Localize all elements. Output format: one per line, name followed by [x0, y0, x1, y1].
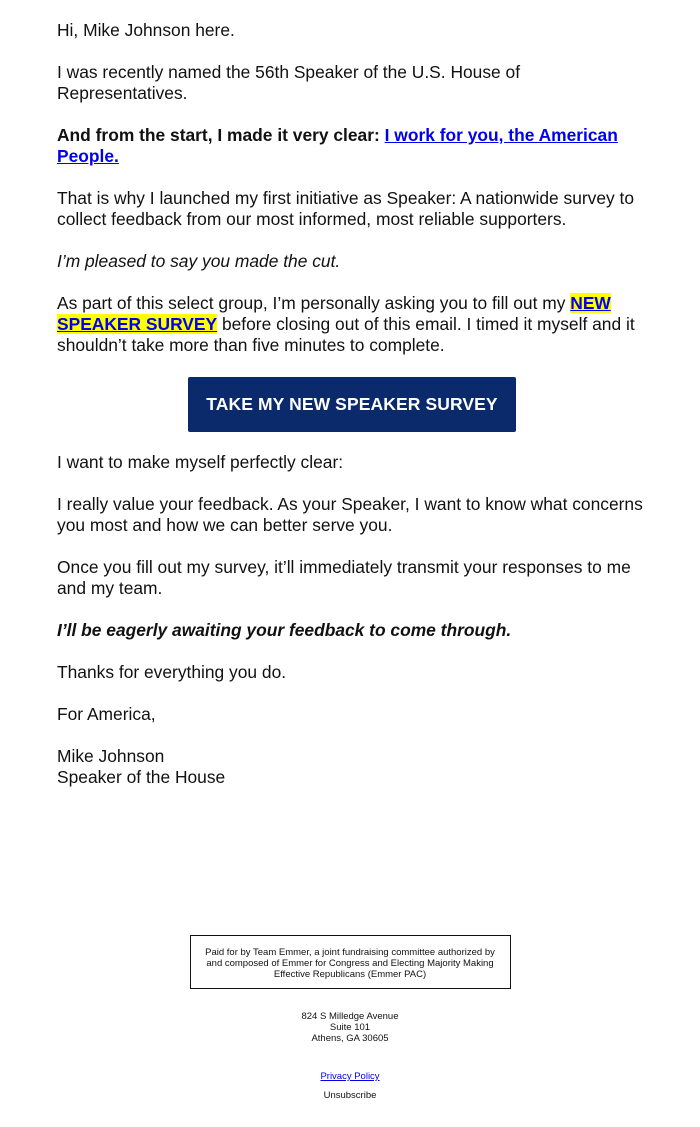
address-line-1: 824 S Milledge Avenue: [301, 1011, 399, 1022]
paragraph-transmit-responses: Once you fill out my survey, it’ll immediately transmit your responses to me and my team.: [57, 557, 631, 598]
greeting: Hi, Mike Johnson here.: [57, 20, 235, 40]
bold-intro-text: And from the start, I made it very clear:: [57, 125, 385, 145]
survey-request-text-after: before closing out of this email. I timed it myself and it shouldn’t take more than five minutes to complete.: [57, 314, 635, 355]
paid-for-disclaimer: Paid for by Team Emmer, a joint fundraising committee authorized by and composed of Emmer for Congress and Electing Majority Making Effective Republicans (Emmer PAC): [190, 935, 511, 989]
email-footer: [0, 935, 700, 1101]
paragraph-work-for-you: [57, 125, 647, 167]
survey-request-text-before: As part of this select group, I’m personally asking you to fill out my: [57, 293, 571, 313]
paragraph-eagerly-awaiting: I’ll be eagerly awaiting your feedback to come through.: [57, 620, 512, 640]
signature-name: Mike Johnson: [57, 746, 165, 766]
mailing-address: [0, 1011, 700, 1044]
take-survey-button[interactable]: TAKE MY NEW SPEAKER SURVEY: [188, 377, 516, 432]
privacy-policy-link[interactable]: Privacy Policy: [320, 1071, 380, 1082]
signature-title: Speaker of the House: [57, 767, 226, 787]
signature: [57, 746, 647, 788]
email-body: [57, 20, 647, 809]
address-line-2: Suite 101: [329, 1022, 371, 1033]
new-speaker-survey-link[interactable]: NEW SPEAKER SURVEY: [57, 293, 611, 334]
paragraph-perfectly-clear: I want to make myself perfectly clear:: [57, 452, 344, 472]
privacy-container: [0, 1071, 700, 1082]
unsubscribe-link[interactable]: Unsubscribe: [323, 1090, 377, 1101]
address-line-3: Athens, GA 30605: [311, 1033, 389, 1044]
paragraph-made-the-cut: I’m pleased to say you made the cut.: [57, 251, 341, 271]
closing: For America,: [57, 704, 156, 724]
paragraph-survey-request: [57, 293, 647, 356]
paragraph-value-feedback: I really value your feedback. As your Speaker, I want to know what concerns you most and how we can better serve you.: [57, 494, 643, 535]
paragraph-thanks: Thanks for everything you do.: [57, 662, 287, 682]
paragraph-initiative: That is why I launched my first initiative as Speaker: A nationwide survey to collect feedback from our most informed, most reliable supporters.: [57, 188, 635, 229]
work-for-you-link[interactable]: I work for you, the American People.: [57, 125, 618, 166]
paragraph-speaker-named: I was recently named the 56th Speaker of the U.S. House of Representatives.: [57, 62, 521, 103]
cta-container: [57, 377, 647, 432]
